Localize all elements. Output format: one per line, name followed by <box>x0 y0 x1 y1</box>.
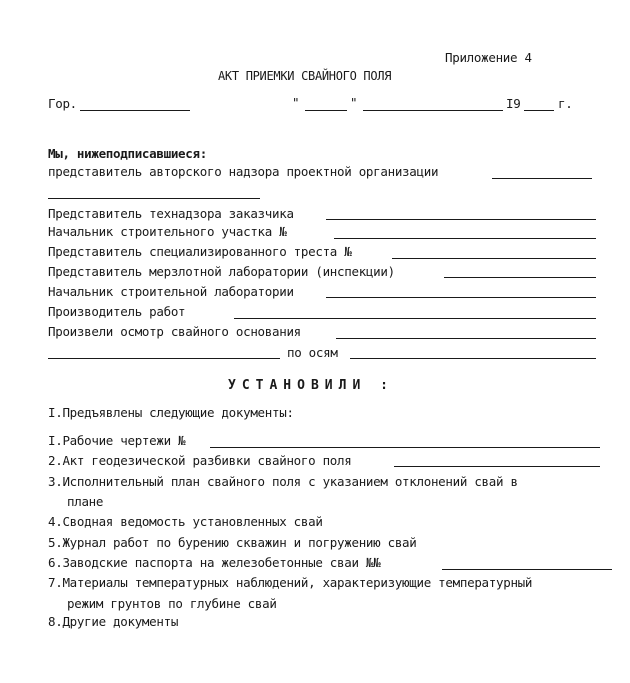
inspection-field[interactable] <box>336 338 596 339</box>
author-supervision-rep-field-cont[interactable] <box>48 198 260 199</box>
appendix-number: Приложение 4 <box>445 50 532 65</box>
customer-tech-supervision-rep-label: Представитель технадзора заказчика <box>48 206 294 221</box>
established-heading: УСТАНОВИЛИ : <box>228 378 394 393</box>
trust-rep-field[interactable] <box>392 258 596 259</box>
document-title: АКТ ПРИЕМКИ СВАЙНОГО ПОЛЯ <box>218 69 392 83</box>
year-prefix: I9 <box>506 96 521 111</box>
works-manager-label: Производитель работ <box>48 304 186 319</box>
doc-factory-passports-label: 6.Заводские паспорта на железобетонные сваи №№ <box>48 555 381 570</box>
doc-factory-passports-field[interactable] <box>442 569 612 570</box>
undersigned-label: Мы, нижеподписавшиеся: <box>48 146 207 161</box>
doc-geodetic-act-field[interactable] <box>394 466 600 467</box>
doc-as-built-plan-label: 3.Исполнительный план свайного поля с указанием отклонений свай в <box>48 474 518 489</box>
axes-field[interactable] <box>350 358 596 359</box>
doc-summary-statement-label: 4.Сводная ведомость установленных свай <box>48 514 323 529</box>
doc-temperature-materials-label-cont: режим грунтов по глубине свай <box>67 596 277 611</box>
month-field[interactable] <box>363 110 503 111</box>
trust-rep-label: Представитель специализированного треста № <box>48 244 352 259</box>
site-chief-label: Начальник строительного участка № <box>48 224 287 239</box>
day-field[interactable] <box>305 110 347 111</box>
author-supervision-rep-field[interactable] <box>492 178 592 179</box>
permafrost-lab-rep-label: Представитель мерзлотной лаборатории (инспекции) <box>48 264 395 279</box>
doc-drilling-log-label: 5.Журнал работ по бурению скважин и погружению свай <box>48 535 417 550</box>
doc-working-drawings-field[interactable] <box>210 447 600 448</box>
year-field[interactable] <box>524 110 554 111</box>
customer-tech-supervision-rep-field[interactable] <box>326 219 596 220</box>
doc-temperature-materials-label: 7.Материалы температурных наблюдений, характеризующие температурный <box>48 575 533 590</box>
doc-other-label: 8.Другие документы <box>48 614 179 629</box>
city-field[interactable] <box>80 110 190 111</box>
date-quote-open: " <box>292 95 300 110</box>
inspection-field-cont[interactable] <box>48 358 280 359</box>
doc-geodetic-act-label: 2.Акт геодезической разбивки свайного поля <box>48 453 352 468</box>
documents-heading: I.Предъявлены следующие документы: <box>48 405 294 420</box>
doc-as-built-plan-label-cont: плане <box>67 494 104 509</box>
date-quote-close: " <box>350 95 358 110</box>
construction-lab-chief-label: Начальник строительной лаборатории <box>48 284 294 299</box>
inspection-label: Произвели осмотр свайного основания <box>48 324 301 339</box>
author-supervision-rep-label: представитель авторского надзора проектной организации <box>48 164 439 179</box>
axes-label: по осям <box>287 345 338 360</box>
permafrost-lab-rep-field[interactable] <box>444 277 596 278</box>
works-manager-field[interactable] <box>234 318 596 319</box>
doc-working-drawings-label: I.Рабочие чертежи № <box>48 433 186 448</box>
city-label: Гор. <box>48 96 77 111</box>
site-chief-field[interactable] <box>334 238 596 239</box>
construction-lab-chief-field[interactable] <box>326 297 596 298</box>
year-suffix: г. <box>558 96 573 111</box>
